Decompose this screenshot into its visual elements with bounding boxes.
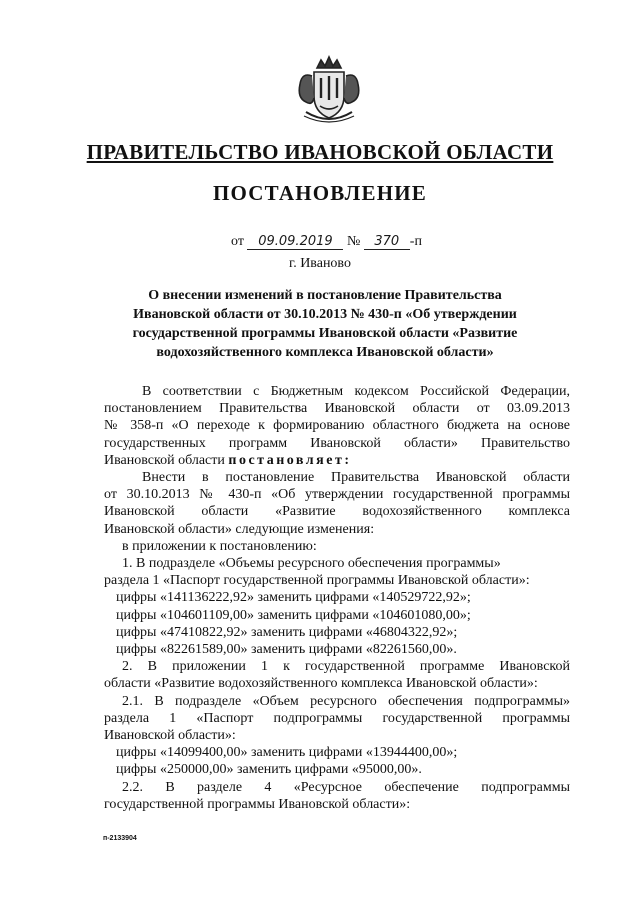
body-line: от 30.10.2013 № 430-п «Об утверждении государственной программы [104,487,570,503]
subject-line: О внесении изменений в постановление Правительства [148,288,502,303]
body-line [104,452,570,469]
figure-line: цифры «104601109,00» заменить цифрами «104601080,00»; [116,607,471,623]
figure-line: цифры «14099400,00» заменить цифрами «13944400,00»; [116,745,458,761]
figure-line: цифры «141136222,92» заменить цифрами «140529722,92»; [116,590,471,606]
subject-line: водохозяйственного комплекса Ивановской области» [156,345,494,360]
body-line: Ивановской области»: [104,728,236,744]
figure-line: цифры «250000,00» заменить цифрами «95000,00». [116,762,422,778]
subject-line: Ивановской области от 30.10.2013 № 430-п «Об утверждении [133,307,517,322]
body-line: раздела 1 «Паспорт государственной программы Ивановской области»: [104,573,530,589]
body-line: № 358-п «О переходе к формированию областного бюджета на основе [104,418,570,434]
date-number-line [231,234,422,250]
body-line: Ивановской области «Развитие водохозяйственного комплекса [104,504,570,520]
subject-heading [100,286,550,362]
body-line: постановлением Правительства Ивановской области от 03.09.2013 [104,401,570,417]
body-line: 2. В приложении 1 к государственной программе Ивановской [122,659,570,675]
figure-line: цифры «47410822,92» заменить цифрами «46804322,92»; [116,624,458,640]
body-line: государственных программ Ивановской области» Правительство [104,435,570,451]
body-line: Внести в постановление Правительства Ивановской области [142,470,570,486]
body-line: 2.1. В подразделе «Объем ресурсного обеспечения подпрограммы» [122,693,570,709]
body-text [104,383,570,813]
body-line: области «Развитие водохозяйственного комплекса Ивановской области»: [104,676,538,692]
number-sign: № [346,234,361,249]
body-line: 1. В подразделе «Объемы ресурсного обеспечения программы» [122,556,501,572]
body-line: В соответствии с Бюджетным кодексом Российской Федерации, [142,384,570,399]
body-line: раздела 1 «Паспорт подпрограммы государственной программы [104,710,570,726]
handwritten-number: 370 [364,234,410,250]
date-prefix: от [231,234,244,249]
city-line: г. Иваново [289,256,351,271]
body-line: 2.2. В разделе 4 «Ресурсное обеспечение подпрограммы [122,779,570,795]
body-line: государственной программы Ивановской области»: [104,796,411,812]
body-line-text: Ивановской области [104,452,225,468]
decree-word: постановляет: [228,452,352,468]
handwritten-date: 09.09.2019 [247,234,343,250]
subject-line: государственной программы Ивановской области «Развитие [132,326,518,341]
footer-code: п-2133904 [103,835,137,842]
figure-line: цифры «82261589,00» заменить цифрами «82261560,00». [116,642,457,658]
coat-of-arms-icon [294,54,364,126]
government-title: ПРАВИТЕЛЬСТВО ИВАНОВСКОЙ ОБЛАСТИ [86,140,554,164]
number-suffix: -п [409,234,422,249]
document-type-title: ПОСТАНОВЛЕНИЕ [212,181,428,205]
body-line: в приложении к постановлению: [122,538,317,554]
body-line: Ивановской области» следующие изменения: [104,521,375,537]
